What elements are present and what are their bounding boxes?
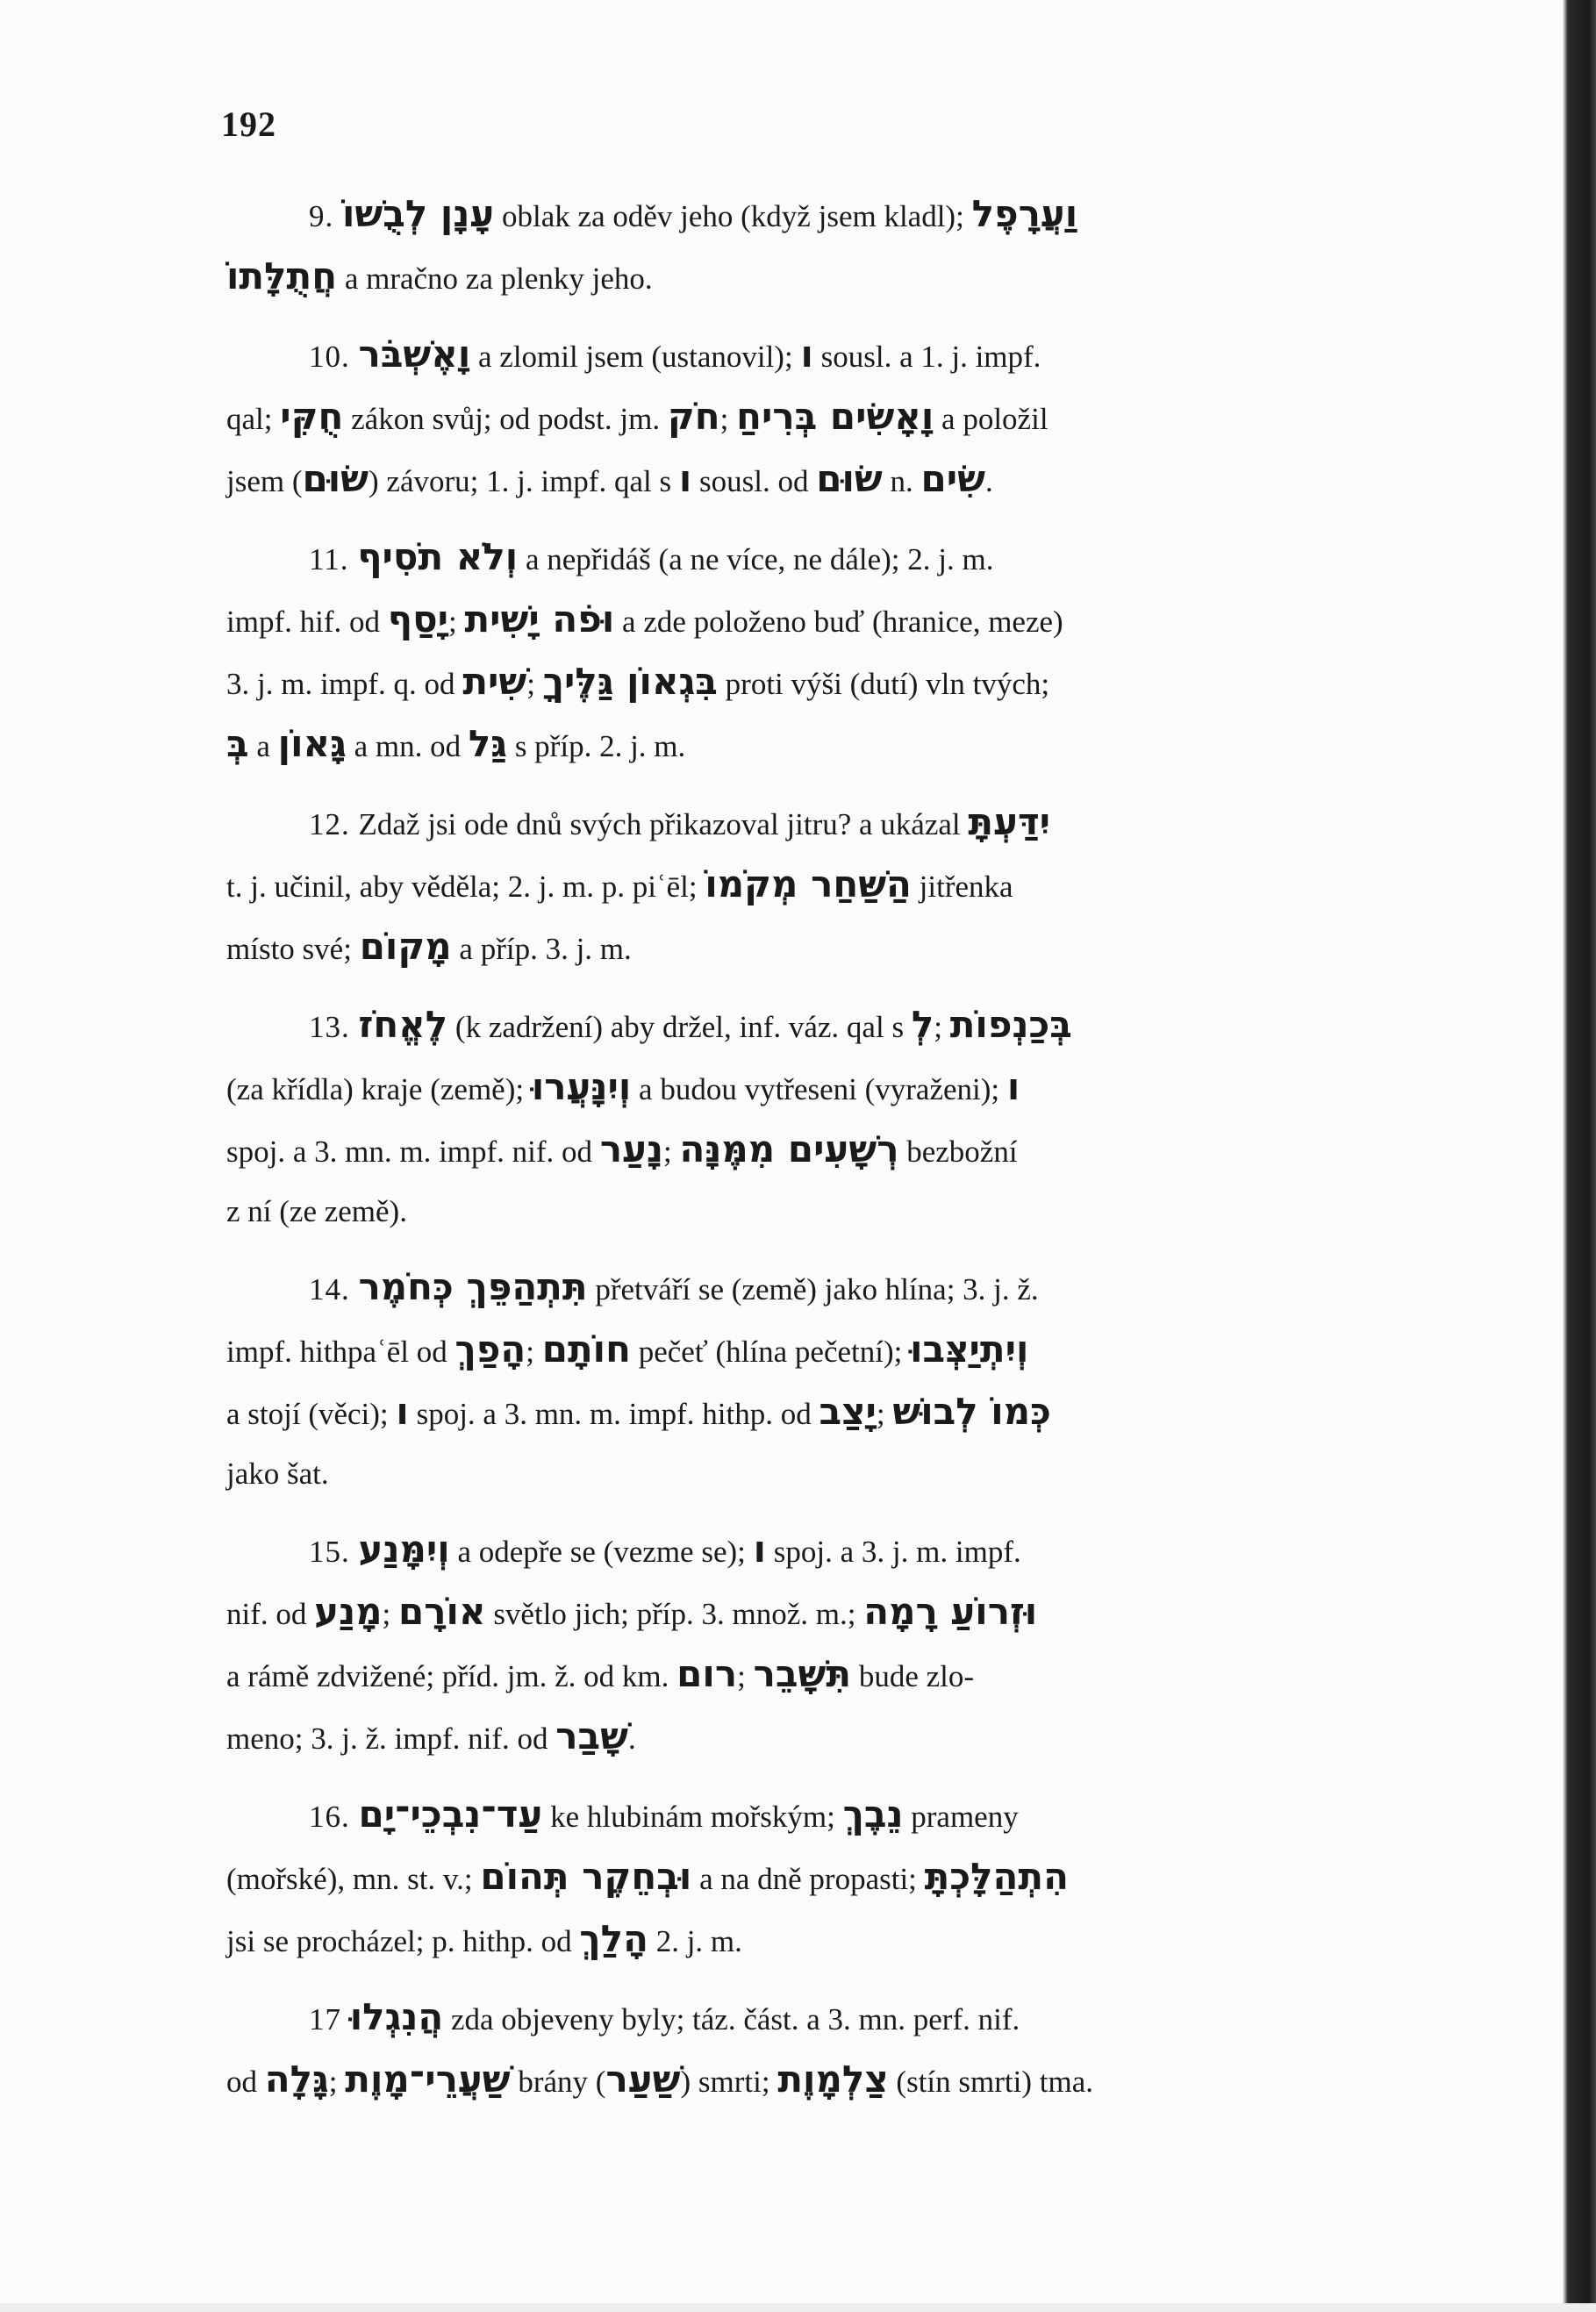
gloss-text: a příp. 3. j. m. [451,932,632,966]
verse-line [226,1444,1351,1504]
gloss-text: proti výši (dutí) vln tvých; [717,667,1050,701]
gloss-text: místo své; [226,932,360,966]
gloss-text: světlo jich; příp. 3. množ. m.; [485,1597,864,1631]
hebrew-word: וְיִנָּעֲרוּ [531,1065,632,1108]
verse-number: 14. [309,1272,359,1306]
hebrew-word: הֲנִגְלוּ [349,1995,444,2038]
verse-13 [226,995,1351,1242]
hebrew-word: וַעֲרָפֶל [971,192,1078,235]
hebrew-word: לֶאֱחֹז [358,1003,448,1046]
verse-line [226,325,1351,387]
hebrew-word: לְ [911,1003,934,1046]
verse-line [226,449,1351,512]
gloss-text: impf. hithpaʿēl od [226,1335,455,1369]
gloss-text: a [248,729,278,763]
gloss-text: spoj. a 3. j. m. impf. [766,1535,1021,1569]
gloss-text: s příp. 2. j. m. [507,729,686,763]
hebrew-word: בְּכַנְפוֹת [949,1003,1072,1046]
gloss-text: (k zadržení) aby držel, inf. váz. qal s [447,1010,912,1044]
page-edge-shadow [1563,0,1596,2312]
hebrew-word: שַׁעֲרֵי־מָוֶת [345,2058,511,2101]
gloss-text: ; [876,1397,893,1431]
verse-line [226,247,1351,309]
hebrew-word: תִּתְהַפֵּךְ כְּחֹמֶר [358,1265,588,1308]
gloss-text: brány ( [510,2065,606,2099]
hebrew-word: חוֹתָם [541,1328,631,1371]
gloss-text: jsi se procházel; p. hithp. od [226,1924,580,1958]
hebrew-word: גַּל [468,722,508,765]
commentary-body [226,184,1351,2128]
hebrew-word: גָּאוֹן [277,722,347,765]
hebrew-word: רום [676,1652,738,1695]
hebrew-word: וָאֶשְׁבֹּר [358,333,471,376]
hebrew-word: נֵבֶךְ [842,1793,904,1836]
gloss-text: oblak za oděv jeho (když jsem kladl); [494,199,972,233]
gloss-text: a budou vytřeseni (vyraženi); [631,1072,1007,1106]
hebrew-word: וָאָשִׂים בְּרִיחַ [736,395,934,438]
hebrew-word: וּזְרוֹעַ רָמָה [863,1590,1038,1633]
gloss-text: a zlomil jsem (ustanovil); [470,340,801,374]
hebrew-word: חֻקִּי [280,395,344,438]
verse-number: 11. [309,542,358,576]
gloss-text: impf. hif. od [226,605,388,639]
hebrew-word: שׂוּם [302,457,369,500]
verse-line [226,1987,1351,2050]
gloss-text: sousl. a 1. j. impf. [812,340,1041,374]
gloss-text: (mořské), mn. st. v.; [226,1862,481,1896]
verse-line [226,1847,1351,1909]
gloss-text: Zdaž jsi ode dnů svých přikazoval jitru? a ukázal [358,807,969,841]
gloss-text: a mračno za plenky jeho. [337,261,653,296]
hebrew-word: חֲתֻלָּתוֹ [226,254,338,297]
gloss-text: sousl. od [691,464,817,498]
verse-line [226,1182,1351,1242]
verse-16 [226,1785,1351,1972]
hebrew-word: עַד־נִבְכֵי־יָם [358,1793,543,1836]
hebrew-word: יָצַב [819,1390,877,1433]
verse-12 [226,792,1351,979]
hebrew-word: וְלֹא תֹסִיף [357,535,519,578]
gloss-text: . [984,464,993,498]
verse-line [226,1644,1351,1707]
gloss-text: prameny [903,1800,1019,1834]
hebrew-word: תִּשָּׁבֵר [753,1652,852,1695]
verse-number: 13. [309,1010,359,1044]
verse-number: 17 [309,2002,350,2036]
gloss-text: ; [448,605,465,639]
hebrew-word: ו [800,333,813,376]
gloss-text: a položil [934,402,1048,436]
verse-line [226,792,1351,855]
hebrew-word: יִדַּעְתָּ [968,800,1051,843]
hebrew-word: הִתְהַלָּכְתָּ [924,1855,1069,1898]
hebrew-word: כְּמוֹ לְבוּשׁ [892,1390,1051,1433]
gloss-text: a nepřidáš (a ne více, ne dále); 2. j. m. [518,542,994,576]
gloss-text: 3. j. m. impf. q. od [226,667,463,701]
hebrew-word: הָפַךְ [454,1328,526,1371]
verse-number: 10. [309,340,359,374]
verse-11 [226,527,1351,777]
hebrew-word: הָלַךְ [579,1917,648,1960]
hebrew-word: ו [396,1390,409,1433]
gloss-text: ; [934,1010,950,1044]
hebrew-word: מָקוֹם [359,925,452,968]
verse-line [226,1057,1351,1120]
hebrew-word: שִׂים [920,457,985,500]
gloss-text: t. j. učinil, aby věděla; 2. j. m. p. piʿēl; [226,870,705,904]
verse-line [226,1582,1351,1644]
verse-line [226,917,1351,979]
verse-line [226,855,1351,917]
gloss-text: (stín smrti) tma. [888,2065,1093,2099]
gloss-text: ; [719,402,737,436]
verse-line [226,1785,1351,1847]
gloss-text: a rámě zdvižené; příd. jm. ž. od km. [226,1659,677,1693]
verse-9 [226,184,1351,309]
page-number: 192 [221,104,276,144]
gloss-text: qal; [226,402,281,436]
gloss-text: ; [663,1135,680,1169]
verse-line [226,1120,1351,1182]
gloss-text: ; [526,1335,542,1369]
page-bottom-edge [0,2303,1596,2312]
hebrew-word: שִׁית [462,660,527,703]
hebrew-word: צַלְמָוֶת [777,2058,889,2101]
verse-line [226,2050,1351,2112]
gloss-text: pečeť (hlína pečetní); [630,1335,911,1369]
hebrew-word: בִּגְאוֹן גַּלֶּיךָ [542,660,718,703]
verse-14 [226,1257,1351,1504]
gloss-text: a mn. od [346,729,469,763]
hebrew-word: עָנָן לְבֻשׁוֹ [342,192,495,235]
verse-line [226,1320,1351,1382]
verse-line [226,184,1351,247]
verse-line [226,714,1351,777]
gloss-text: spoj. a 3. mn. m. impf. hithp. od [408,1397,819,1431]
gloss-text: a zde položeno buď (hranice, meze) [614,605,1063,639]
hebrew-word: מָנַע [314,1590,383,1633]
gloss-text: spoj. a 3. mn. m. impf. nif. od [226,1135,600,1169]
gloss-text: n. [882,464,921,498]
hebrew-word: אוֹרָם [398,1590,486,1633]
gloss-text: . [627,1721,636,1756]
hebrew-word: נָעַר [599,1127,664,1170]
gloss-text: ; [382,1597,399,1631]
hebrew-word: ו [753,1528,767,1571]
gloss-text: zda objeveny byly; táz. část. a 3. mn. perf. nif. [443,2002,1020,2036]
verse-line [226,995,1351,1057]
verse-number: 12. [309,807,359,841]
verse-line [226,527,1351,590]
hebrew-word: בְּ [226,722,249,765]
verse-line [226,1520,1351,1582]
verse-10 [226,325,1351,512]
hebrew-word: ו [1006,1065,1020,1108]
verse-line [226,1909,1351,1972]
verse-line [226,1707,1351,1769]
gloss-text: jitřenka [911,870,1013,904]
gloss-text: (za křídla) kraje (země); [226,1072,532,1106]
hebrew-word: שָׁבַר [555,1714,628,1757]
hebrew-word: ו [678,457,692,500]
hebrew-word: רְשָׁעִים מִמֶּנָּה [679,1127,899,1170]
verse-17 [226,1987,1351,2112]
hebrew-word: חֹק [667,395,720,438]
gloss-text: zákon svůj; od podst. jm. [343,402,668,436]
hebrew-word: שׂוּם [816,457,883,500]
gloss-text: a na dně propasti; [691,1862,925,1896]
gloss-text: ; [737,1659,754,1693]
verse-15 [226,1520,1351,1769]
hebrew-word: יָסַף [387,598,448,641]
gloss-text: jako šat. [226,1457,329,1491]
hebrew-word: וְיִמָּנַע [358,1528,450,1571]
verse-line [226,387,1351,449]
hebrew-word: גָּלָה [264,2058,329,2101]
gloss-text: 2. j. m. [648,1924,742,1958]
gloss-text: ; [526,667,543,701]
hebrew-word: שַׁעַר [605,2058,681,2101]
gloss-text: nif. od [226,1597,315,1631]
gloss-text: od [226,2065,265,2099]
gloss-text: přetváří se (země) jako hlína; 3. j. ž. [587,1272,1039,1306]
gloss-text: ) závoru; 1. j. impf. qal s [369,464,679,498]
gloss-text: a stojí (věci); [226,1397,397,1431]
hebrew-word: וּבְחֵקֶר תְּהוֹם [480,1855,692,1898]
gloss-text: ke hlubinám mořským; [542,1800,843,1834]
verse-line [226,590,1351,652]
gloss-text: meno; 3. j. ž. impf. nif. od [226,1721,556,1756]
gloss-text: a odepře se (vezme se); [449,1535,754,1569]
gloss-text: bezbožní [898,1135,1018,1169]
verse-number: 15. [309,1535,359,1569]
verse-line [226,652,1351,714]
verse-number: 9. [309,199,342,233]
verse-line [226,1257,1351,1320]
hebrew-word: וּפֹה יָשִׁית [464,598,615,641]
gloss-text: ; [328,2065,346,2099]
gloss-text: bude zlo- [851,1659,975,1693]
hebrew-word: וְיִתְיַצְּבוּ [910,1328,1029,1371]
verse-line [226,1382,1351,1444]
gloss-text: ) smrti; [680,2065,778,2099]
gloss-text: jsem ( [226,464,303,498]
gloss-text: z ní (ze země). [226,1194,407,1228]
verse-number: 16. [309,1800,359,1834]
hebrew-word: הַשַּׁחַר מְקֹמוֹ [705,863,912,905]
